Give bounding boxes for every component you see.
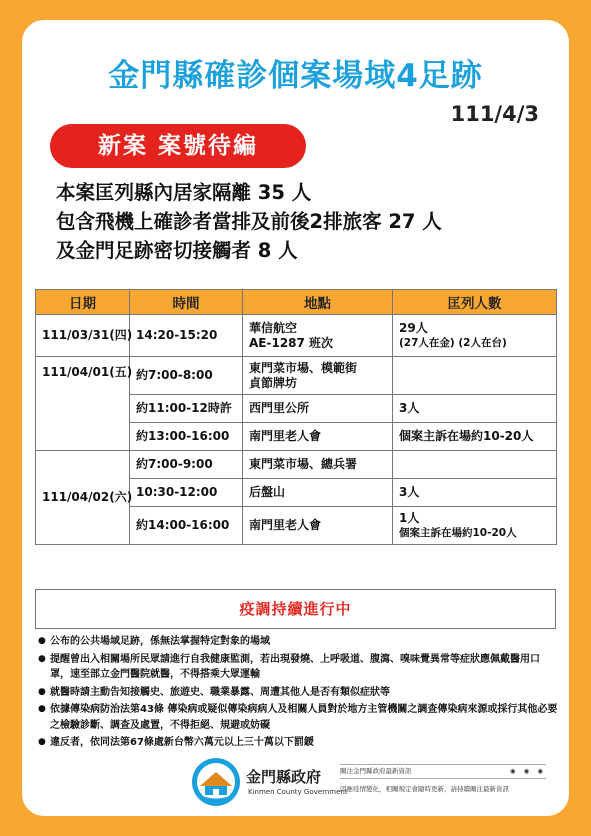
cell-place [243,357,393,395]
cell-count [393,357,557,395]
header-count: 匡列人數 [393,290,557,315]
summary-line: 包含飛機上確診者當排及前後2排旅客 27 人 [56,210,442,233]
cell-place: 南門里老人會 [243,507,393,545]
cell-date: 111/03/31(四) [36,315,130,357]
poster-title: 金門縣確診個案場域4足跡 [108,58,483,94]
cell-count [393,507,557,545]
cell-time: 10:30-12:00 [130,479,243,507]
count-value: 29人 [399,320,428,335]
cell-place [243,315,393,357]
note-item: ● 就醫時請主動告知接觸史、旅遊史、職業暴露、周遭其他人是否有類似症狀等 [38,685,558,701]
investigation-status: 疫調持續進行中 [35,589,556,629]
place-line: 華信航空 AE-1287 班次 [249,320,334,350]
count-value: 1人 [399,510,420,525]
note-item: ● 違反者，依同法第67條處新台幣六萬元以上三十萬以下罰鍰 [38,735,558,751]
header-place: 地點 [243,290,393,315]
table-row [36,357,557,395]
table-row [36,451,557,479]
cell-place: 東門菜市場、總兵署 [243,451,393,479]
note-item: ● 提醒曾出入相關場所民眾請進行自我健康監測，若出現發燒、上呼吸道、腹瀉、嗅味覺異常等症狀應佩戴醫用口罩，速至部立金門醫院就醫，不得搭乘大眾運輸 [38,652,558,683]
header-time: 時間 [130,290,243,315]
summary-block [56,178,442,265]
cell-time: 約7:00-8:00 [130,357,243,395]
table-header-row [36,290,557,315]
summary-line: 本案匡列縣內居家隔離 35 人 [56,181,312,204]
count-note: (27人在金) (2人在台) [399,336,507,349]
poster-date: 111/4/3 [450,102,539,126]
header-date: 日期 [36,290,130,315]
info-bar-text: 關注金門縣政府最新資訊 [340,767,412,775]
case-label-badge: 新案 案號待編 [50,124,306,168]
summary-line: 及金門足跡密切接觸者 8 人 [56,239,298,262]
social-icons: ◉ ◉ ◉ [509,767,546,775]
org-name: 金門縣政府 [246,768,322,786]
note-item: ● 依據傳染病防治法第43條 傳染病或疑似傳染病病人及相關人員對於地方主管機關之調查傳染病來源或採行其他必要之檢驗診斷、調查及處置，不得拒絕、規避或妨礙 [38,702,558,733]
org-english-name: Kinmen County Government [248,788,348,796]
footer [22,750,569,810]
county-seal-icon [190,756,242,808]
cell-time: 約11:00-12時許 [130,395,243,423]
cell-date: 111/04/01(五) [36,357,130,451]
table-row [36,315,557,357]
notes-list [38,634,558,753]
cell-count [393,451,557,479]
cell-time: 14:20-15:20 [130,315,243,357]
cell-time: 約14:00-16:00 [130,507,243,545]
place-line: 東門菜市場、模範街 貞節牌坊 [249,360,358,390]
footprint-table [35,289,557,545]
cell-count: 3人 [393,479,557,507]
info-note: 因應疫情變化，相關規定會隨時更新，請持續關注最新資訊 [340,785,509,793]
cell-time: 約7:00-9:00 [130,451,243,479]
note-item: ● 公布的公共場域足跡，係無法掌握特定對象的場域 [38,634,558,650]
info-bar [340,764,546,779]
cell-place: 后盤山 [243,479,393,507]
poster-card [22,20,569,816]
count-note: 個案主訴在場約10-20人 [399,526,517,539]
cell-count: 3人 [393,395,557,423]
cell-date: 111/04/02(六) [36,451,130,545]
cell-count [393,315,557,357]
cell-place: 南門里老人會 [243,423,393,451]
cell-place: 西門里公所 [243,395,393,423]
cell-time: 約13:00-16:00 [130,423,243,451]
cell-count: 個案主訴在場約10-20人 [393,423,557,451]
